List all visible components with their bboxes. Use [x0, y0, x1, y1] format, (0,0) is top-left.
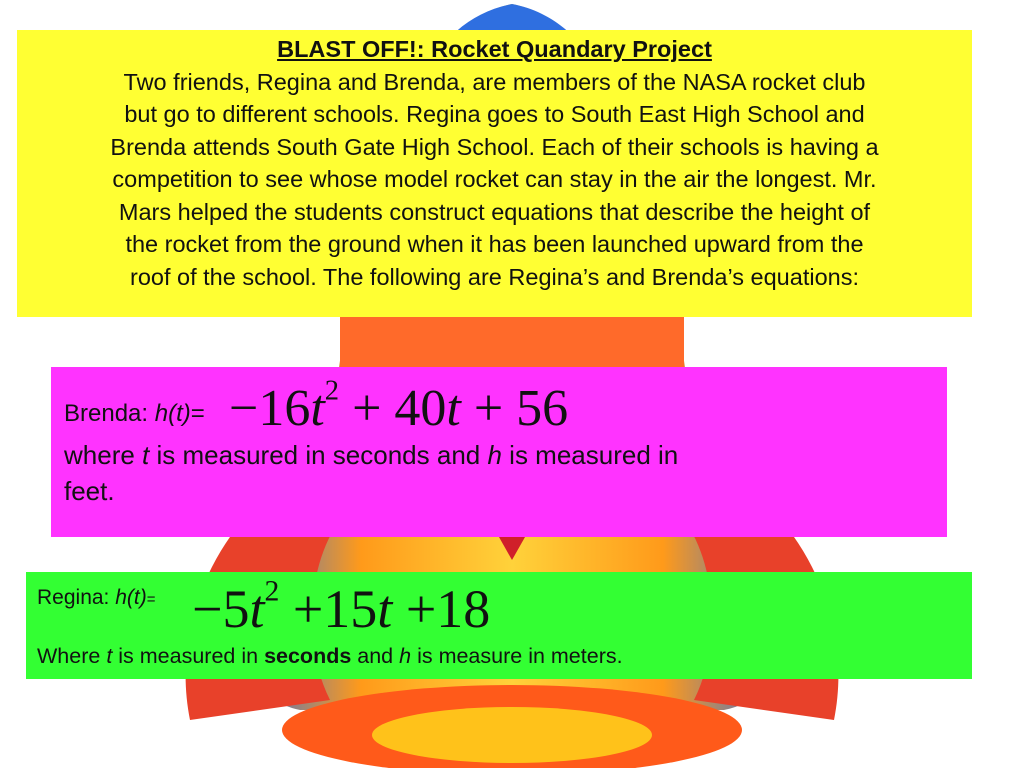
brenda-function: h(t): [154, 400, 191, 427]
rocket-flame-core: [372, 707, 652, 763]
brenda-equation: [229, 375, 569, 438]
intro-line: Brenda attends South Gate High School. Each of their schools is having a: [110, 133, 879, 160]
desc-var: t: [142, 440, 150, 470]
intro-line: competition to see whose model rocket can stay in the air the longest. Mr.: [112, 166, 877, 192]
desc-text: Where: [37, 644, 107, 668]
eq-term: +18: [392, 579, 491, 639]
desc-text: where: [64, 440, 143, 470]
eq-term: +15: [279, 579, 378, 639]
desc-text: feet.: [64, 476, 115, 506]
desc-var: h: [487, 440, 502, 470]
regina-name: Regina:: [37, 586, 116, 609]
intro-line: Two friends, Regina and Brenda, are members of the NASA rocket club: [123, 68, 866, 95]
project-title: BLAST OFF!: Rocket Quandary Project: [277, 36, 712, 62]
brenda-description: [64, 437, 678, 509]
intro-line: Mars helped the students construct equations that describe the height of: [118, 198, 871, 225]
regina-function: h(t): [115, 586, 147, 609]
desc-emphasis: seconds: [264, 644, 352, 668]
eq-term: −5: [192, 579, 250, 639]
desc-text: and: [351, 644, 400, 668]
eq-term: −16: [229, 380, 311, 437]
intro-line: the rocket from the ground when it has been launched upward from the: [125, 231, 864, 257]
regina-box: [26, 572, 972, 679]
intro-line: roof of the school. The following are Regina’s and Brenda’s equations:: [130, 263, 859, 290]
regina-equation: [192, 575, 491, 640]
brenda-label: [64, 400, 205, 428]
eq-term: + 40: [339, 380, 447, 437]
intro-line: but go to different schools. Regina goes to South East High School and: [124, 101, 865, 127]
desc-var: t: [106, 644, 113, 668]
desc-var: h: [399, 644, 412, 668]
desc-text: is measure in meters.: [411, 644, 623, 668]
eq-var: t: [446, 380, 461, 437]
brenda-box: [51, 367, 947, 537]
eq-var: t: [249, 579, 265, 639]
eq-exponent: 2: [324, 375, 340, 407]
eq-term: + 56: [460, 380, 569, 437]
regina-description: [37, 644, 623, 669]
regina-equals: =: [146, 591, 156, 608]
rocket-band: [340, 317, 684, 367]
desc-text: is measured in seconds and: [149, 440, 488, 470]
eq-var: t: [377, 579, 393, 639]
eq-exponent: 2: [264, 575, 280, 608]
desc-text: is measured in: [112, 644, 265, 668]
eq-var: t: [310, 380, 325, 437]
regina-label: [37, 586, 155, 610]
desc-text: is measured in: [501, 440, 679, 470]
brenda-equals: =: [190, 400, 205, 427]
intro-box: [17, 30, 972, 317]
brenda-name: Brenda:: [64, 400, 155, 427]
